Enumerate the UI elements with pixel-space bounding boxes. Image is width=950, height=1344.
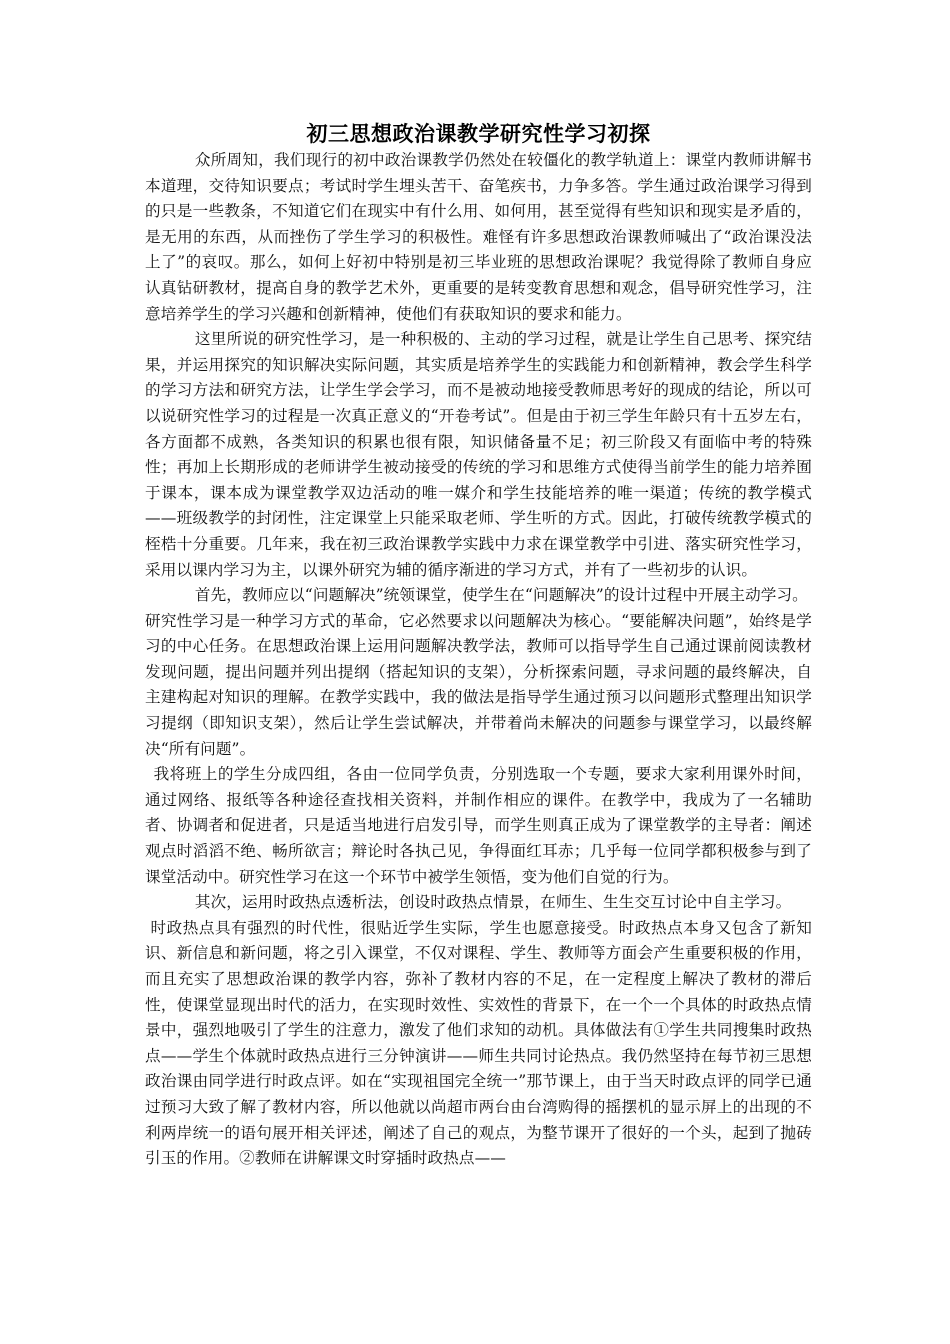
paragraph-second-point: 其次，运用时政热点透析法，创设时政热点情景，在师生、生生交互讨论中自主学习。 [194, 893, 792, 912]
paragraph-research-learning: 这里所说的研究性学习，是一种积极的、主动的学习过程，就是让学生自己思考、探究结果，并运用探究的知识解决实际问题，其实质是培养学生的实践能力和创新精神，教会学生科学的学习方法和研究方法，让学生学会学习，而不是被动地接受教师思考好的现成的结论，所以可以说研究性学习的过程是一次真正意义的“开卷考试”。但是由于初三学生年龄只有十五岁左右，各方面都不成熟，各类知识的积累也很有限，知识储备量不足；初三阶段又有面临中考的特殊性；再加上长期形成的老师讲学生被动接受的传统的学习和思维方式使得当前学生的能力培养囿于课本，课本成为课堂教学双边活动的唯一媒介和学生技能培养的唯一渠道；传统的教学模式——班级教学的封闭性，注定课堂上只能采取老师、学生听的方式。因此，打破传统教学模式的桎梏十分重要。几年来，我在初三政治课教学实践中力求在课堂教学中引进、落实研究性学习，采用以课内学习为主，以课外研究为辅的循序渐进的学习方式，并有了一些初步的认识。 [145, 330, 812, 579]
paragraph-first-point: 首先，教师应以“问题解决”统领课堂，使学生在“问题解决”的设计过程中开展主动学习。 [194, 586, 808, 605]
document-title: 初三思想政治课教学研究性学习初探 [306, 122, 651, 146]
document-body [145, 120, 812, 1172]
paragraph-intro: 众所周知，我们现行的初中政治课教学仍然处在较僵化的教学轨道上：课堂内教师讲解书本道理，交待知识要点；考试时学生埋头苦干、奋笔疾书，力争多答。学生通过政治课学习得到的只是一些教条，不知道它们在现实中有什么用、如何用，甚至觉得有些知识和现实是矛盾的，是无用的东西，从而挫伤了学生学习的积极性。难怪有许多思想政治课教师喊出了“政治课没法上了”的哀叹。那么，如何上好初中特别是初三毕业班的思想政治课呢？我觉得除了教师自身应认真钻研教材，提高自身的教学艺术外，更重要的是转变教育思想和观念，倡导研究性学习，注意培养学生的学习兴趣和创新精神，使他们有获取知识的要求和能力。 [145, 151, 812, 323]
paragraph-current-affairs: 时政热点具有强烈的时代性，很贴近学生实际，学生也愿意接受。时政热点本身又包含了新知识、新信息和新问题，将之引入课堂，不仅对课程、学生、教师等方面会产生重要积极的作用，而且充实了思想政治课的教学内容，弥补了教材内容的不足，在一定程度上解决了教材的滞后性，使课堂显现出时代的活力，在实现时效性、实效性的背景下，在一个一个具体的时政热点情景中，强烈地吸引了学生的注意力，激发了他们求知的动机。具体做法有①学生共同搜集时政热点——学生个体就时政热点进行三分钟演讲——师生共同讨论热点。我仍然坚持在每节初三思想政治课由同学进行时政点评。如在“实现祖国完全统一”那节课上，由于当天时政点评的同学已通过预习大致了解了教材内容，所以他就以尚超市两台由台湾购得的摇摆机的显示屏上的出现的不利两岸统一的语句展开相关评述，阐述了自己的观点，为整节课开了很好的一个头，起到了抛砖引玉的作用。②教师在讲解课文时穿插时政热点—— [145, 918, 812, 1168]
paragraph-problem-solving: 研究性学习是一种学习方式的革命，它必然要求以问题解决为核心。“要能解决问题”，始终是学习的中心任务。在思想政治课上运用问题解决教学法，教师可以指导学生自己通过课前阅读教材发现问题，提出问题并列出提纲（搭起知识的支架），分析探索问题，寻求问题的最终解决，自主建构起对知识的理解。在教学实践中，我的做法是指导学生通过预习以问题形式整理出知识学习提纲（即知识支架），然后让学生尝试解决，并带着尚未解决的问题参与课堂学习，以最终解决“所有问题”。 [145, 611, 812, 758]
paragraph-group-work: 我将班上的学生分成四组，各由一位同学负责，分别选取一个专题，要求大家利用课外时间，通过网络、报纸等各种途径查找相关资料，并制作相应的课件。在教学中，我成为了一名辅助者、协调者和促进者，只是适当地进行启发引导，而学生则真正成为了课堂教学的主导者：阐述观点时滔滔不绝、畅所欲言；辩论时各执己见，争得面红耳赤；几乎每一位同学都积极参与到了课堂活动中。研究性学习在这一个环节中被学生领悟，变为他们自觉的行为。 [145, 765, 812, 886]
